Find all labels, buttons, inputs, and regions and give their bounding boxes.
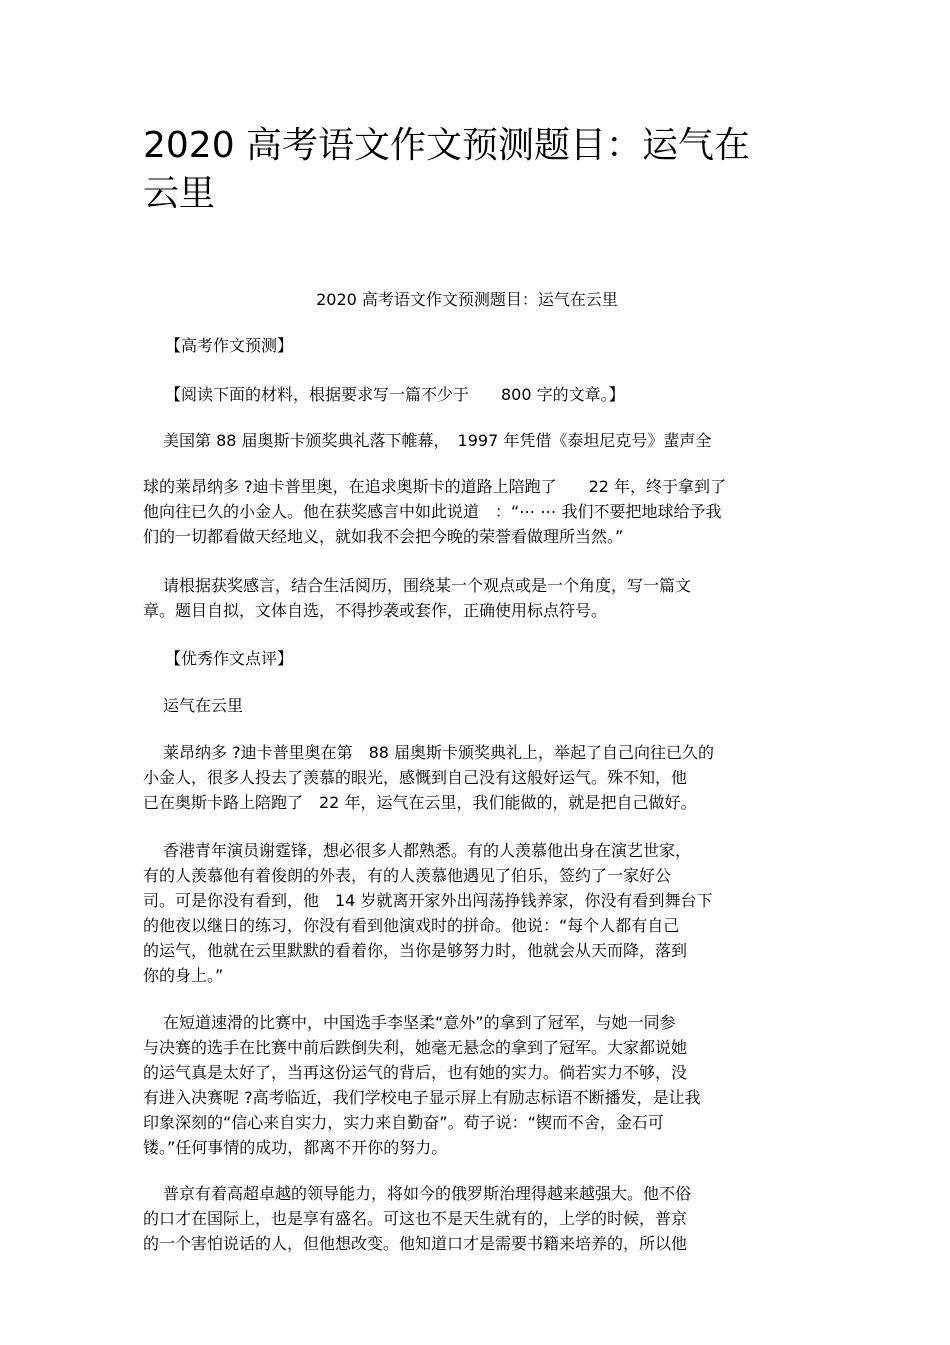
text-line: 【优秀作文点评】: [165, 649, 294, 668]
essay-paragraph-1: [143, 740, 803, 815]
essay-paragraph-3: [143, 1010, 803, 1160]
requirement-paragraph: [143, 573, 803, 623]
text-line: 香港青年演员谢霆锋，想必很多人都熟悉。有的人羡慕他出身在演艺世家，: [163, 841, 692, 860]
instruction-paragraph: [165, 382, 825, 407]
text-line: 球的莱昂纳多 ?迪卡普里奥，在追求奥斯卡的道路上陪跑了 22 年，终于拿到了: [143, 477, 727, 496]
text-line: 有的人羡慕他有着俊朗的外表，有的人羡慕他遇见了伯乐，签约了一家好公: [143, 866, 672, 885]
essay-title: [163, 693, 823, 718]
text-line: 有进入决赛呢 ?高考临近，我们学校电子显示屏上有励志标语不断播发，是让我: [143, 1088, 701, 1107]
text-line: 【阅读下面的材料，根据要求写一篇不少于 800 字的文章。】: [165, 385, 625, 404]
text-line: 司。可是你没有看到，他 14 岁就离开家外出闯荡挣钱养家，你没有看到舞台下: [143, 891, 713, 910]
text-line: 请根据获奖感言，结合生活阅历，围绕某一个观点或是一个角度，写一篇文: [163, 576, 692, 595]
essay-paragraph-4: [143, 1181, 803, 1256]
text-line: 的他夜以继日的练习，你没有看到他演戏时的拼命。他说：“每个人都有自己: [143, 916, 680, 935]
text-line: 的运气，他就在云里默默的看着你，当你是够努力时，他就会从天而降，落到: [143, 941, 688, 960]
text-line: 【高考作文预测】: [165, 336, 294, 355]
text-line: 的口才在国际上，也是享有盛名。可这也不是天生就有的，上学的时候，普京: [143, 1209, 688, 1228]
text-line: 他向往已久的小金人。他在获奖感言中如此说道 ：“⋯ ⋯ 我们不要把地球给予我: [143, 502, 722, 521]
text-line: 你的身上。”: [143, 966, 224, 985]
section-heading-review: [165, 646, 825, 671]
text-line: 们的一切都看做天经地义，就如我不会把今晚的荣誉看做理所当然。”: [143, 527, 624, 546]
text-line: 镂。”任何事情的成功，都离不开你的努力。: [143, 1138, 448, 1157]
essay-paragraph-2: [143, 838, 803, 988]
text-line: 美国第 88 届奥斯卡颁奖典礼落下帷幕， 1997 年凭借《泰坦尼克号》蜚声全: [163, 431, 712, 450]
text-line: 已在奥斯卡路上陪跑了 22 年，运气在云里，我们能做的，就是把自己做好。: [143, 793, 697, 812]
text-line: 印象深刻的“信心来自实力，实力来自勤奋”。荀子说：“锲而不舍，金石可: [143, 1113, 664, 1132]
text-line: 普京有着高超卓越的领导能力，将如今的俄罗斯治理得越来越强大。他不俗: [163, 1184, 692, 1203]
text-line: 的一个害怕说话的人，但他想改变。他知道口才是需要书籍来培养的，所以他: [143, 1234, 688, 1253]
document-title: 2020 高考语文作文预测题目：运气在云里: [143, 125, 751, 214]
text-line: 章。题目自拟，文体自选，不得抄袭或套作，正确使用标点符号。: [143, 601, 608, 620]
document-subtitle: 2020 高考语文作文预测题目：运气在云里: [316, 290, 618, 309]
material-paragraph: [143, 428, 803, 549]
text-line: 莱昂纳多 ?迪卡普里奥在第 88 届奥斯卡颁奖典礼上，举起了自己向往已久的: [163, 743, 715, 762]
text-line: 的运气真是太好了，当再这份运气的背后，也有她的实力。倘若实力不够，没: [143, 1063, 688, 1082]
text-line: 在短道速滑的比赛中，中国选手李坚柔“意外”的拿到了冠军，与她一同参: [163, 1013, 676, 1032]
text-line: 与决赛的选手在比赛中前后跌倒失利，她毫无悬念的拿到了冠军。大家都说她: [143, 1038, 688, 1057]
text-line: 小金人，很多人投去了羡慕的眼光，感慨到自己没有这般好运气。殊不知，他: [143, 768, 688, 787]
text-line: 运气在云里: [163, 696, 244, 715]
section-heading-prediction: [165, 333, 825, 358]
